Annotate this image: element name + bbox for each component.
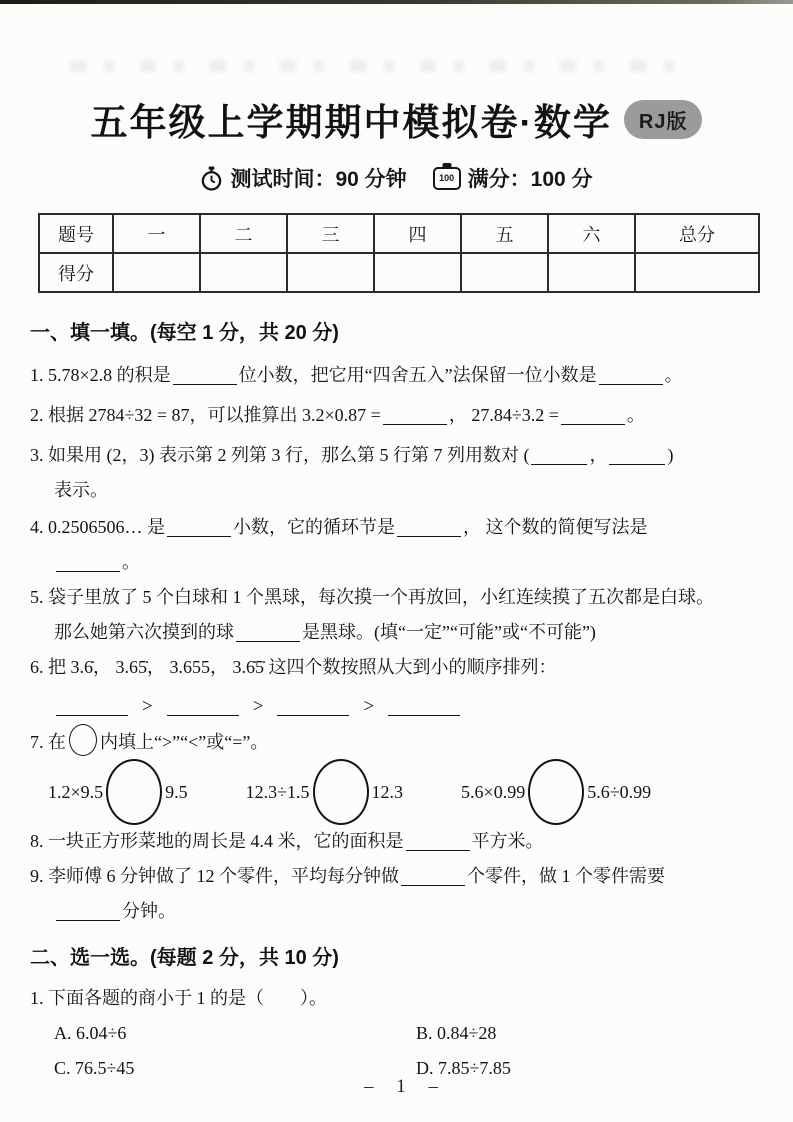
page-title: 五年级上学期期中模拟卷·数学 [90, 102, 612, 143]
answer-blank [599, 365, 663, 385]
answer-blank [383, 405, 447, 425]
score-table-col-2: 二 [200, 214, 287, 253]
comparison-item [48, 759, 188, 825]
exam-meta [0, 163, 793, 193]
score-table-col-4: 四 [374, 214, 461, 253]
scan-edge [0, 0, 793, 4]
answer-blank [401, 866, 465, 886]
comparison-item [461, 759, 651, 825]
question-3: 3. 如果用 (2，3) 表示第 2 列第 3 行，那么第 5 行第 7 列用数对 ( ， ) 表示。 [30, 445, 674, 500]
compare-circle [106, 759, 162, 825]
page-number: – 1 – [364, 1076, 447, 1097]
compare-circle [313, 759, 369, 825]
score-table-corner: 题号 [39, 214, 113, 253]
question-1: 1. 5.78×2.8 的积是 位小数，把它用“四舍五入”法保留一位小数是 。 [30, 365, 683, 385]
answer-blank [388, 696, 460, 716]
bleed-through-artifact [70, 60, 680, 72]
option-a: A. 6.04÷6 [54, 1023, 127, 1043]
answer-blank [173, 365, 237, 385]
comparison-item [246, 759, 403, 825]
answer-blank [561, 405, 625, 425]
question-2: 2. 根据 2784÷32 = 87，可以推算出 3.2×0.87 = ， 27.84÷3.2 = 。 [30, 405, 645, 425]
option-c: C. 76.5÷45 [54, 1058, 135, 1078]
score-table-header-row [39, 214, 759, 253]
answer-blank [56, 901, 120, 921]
options-row-1 [30, 1016, 765, 1051]
full-score-icon: 100 [433, 167, 461, 190]
answer-blank [56, 696, 128, 716]
question-9: 9. 李师傅 6 分钟做了 12 个零件，平均每分钟做 个零件，做 1 个零件需要 分钟。 [30, 866, 665, 921]
answer-blank [167, 696, 239, 716]
compare-left: 12.3÷1.5 [245, 781, 310, 802]
answer-blank [236, 622, 300, 642]
question-6: 6. 把 3.6̇， 3.65̇， 3.655， 3.6̇5̇ 这四个数按照从大到小的顺序排列： > > > [30, 657, 557, 717]
section-two-heading: 二、选一选。(每题 2 分，共 10 分) [30, 947, 339, 969]
option-b: B. 0.84÷28 [416, 1023, 497, 1043]
compare-right: 5.6÷0.99 [587, 781, 652, 802]
score-cell [200, 253, 287, 292]
score-row-label: 得分 [39, 253, 113, 292]
score-cell [461, 253, 548, 292]
score-cell [287, 253, 374, 292]
score-table-col-6: 六 [548, 214, 635, 253]
choice-question-1: 1. 下面各题的商小于 1 的是（ ）。 [30, 988, 327, 1008]
test-time [200, 163, 406, 193]
score-table [38, 213, 760, 293]
full-score [433, 163, 593, 193]
section-one-heading: 一、填一填。(每空 1 分，共 20 分) [30, 322, 339, 344]
question-5: 5. 袋子里放了 5 个白球和 1 个黑球，每次摸一个再放回，小红连续摸了五次都是白球。 那么她第六次摸到的球 是黑球。(填“一定”“可能”或“不可能”) [30, 587, 714, 642]
answer-blank [56, 552, 120, 572]
test-time-label: 测试时间：90 分钟 [230, 168, 407, 191]
full-score-label: 满分：100 分 [467, 168, 593, 191]
score-table-col-5: 五 [461, 214, 548, 253]
answer-blank [406, 831, 470, 851]
question-8: 8. 一块正方形菜地的周长是 4.4 米，它的面积是 平方米。 [30, 831, 544, 851]
answer-blank [609, 445, 665, 465]
paper-header [0, 0, 793, 193]
compare-right: 9.5 [165, 781, 188, 802]
comparison-row [48, 760, 765, 824]
option-d: D. 7.85÷7.85 [416, 1058, 511, 1078]
score-cell [635, 253, 759, 292]
answer-blank [531, 445, 587, 465]
question-4: 4. 0.2506506… 是 小数，它的循环节是 ， 这个数的简便写法是 。 [30, 517, 648, 572]
answer-blank [167, 517, 231, 537]
answer-blank [277, 696, 349, 716]
compare-left: 1.2×9.5 [48, 781, 104, 802]
stopwatch-icon [200, 166, 223, 191]
score-cell [548, 253, 635, 292]
score-table-col-3: 三 [287, 214, 374, 253]
score-cell [374, 253, 461, 292]
compare-circle [528, 759, 584, 825]
compare-circle-small [69, 724, 97, 756]
score-table-col-total: 总分 [635, 214, 759, 253]
answer-blank [397, 517, 461, 537]
compare-left: 5.6×0.99 [461, 781, 526, 802]
paper-body [30, 318, 765, 1086]
score-table-score-row [39, 253, 759, 292]
score-cell [113, 253, 200, 292]
compare-right: 12.3 [371, 781, 404, 802]
edition-badge: RJ版 [624, 100, 703, 139]
score-table-col-1: 一 [113, 214, 200, 253]
question-7: 7. 在 内填上“>”“<”或“=”。 1.2×9.5 9.5 12.3÷1.5 12.3 5.6×0.99 5.6÷0.99 [30, 724, 765, 824]
